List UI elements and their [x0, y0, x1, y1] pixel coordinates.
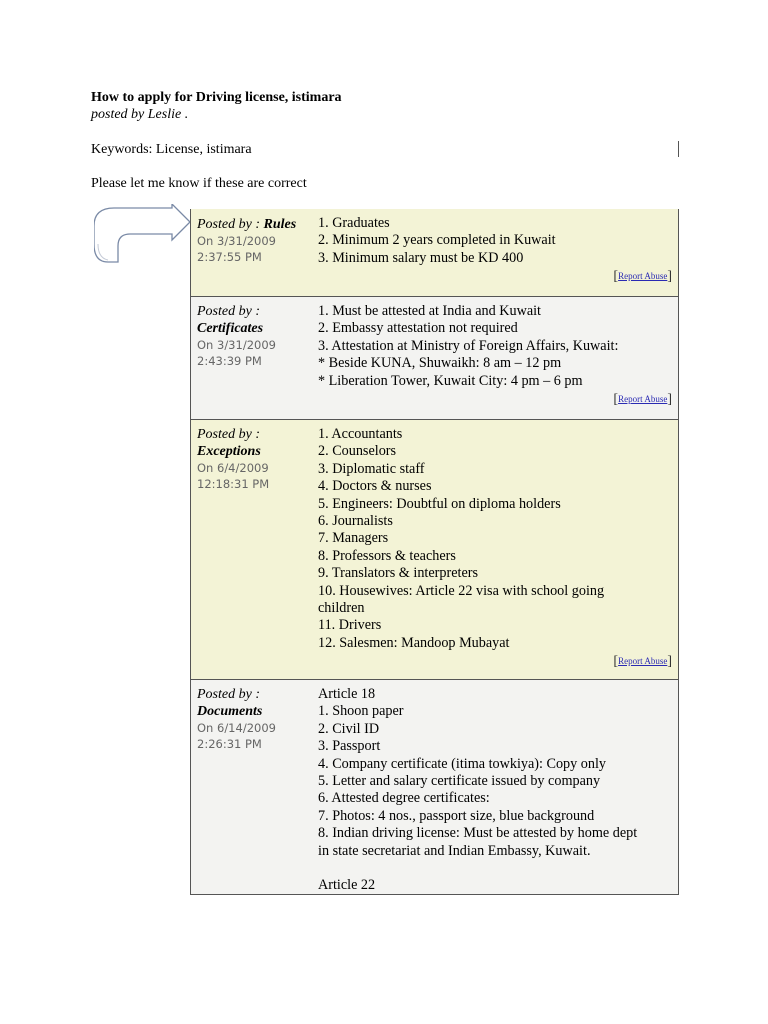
- content-line: 3. Diplomatic staff: [318, 460, 425, 477]
- content-line: Article 22: [318, 877, 376, 894]
- post-row: [191, 209, 678, 296]
- content-line: in state secretariat and Indian Embassy, Kuwait.: [318, 842, 591, 859]
- post-date: On 6/14/2009: [197, 721, 276, 735]
- post-date: On 6/4/2009: [197, 461, 269, 475]
- content-line: 4. Company certificate (itima towkiya): Copy only: [318, 755, 607, 772]
- content-line: 1. Shoon paper: [318, 703, 404, 720]
- content-line: * Beside KUNA, Shuwaikh: 8 am – 12 pm: [318, 355, 562, 372]
- post-row: [191, 296, 678, 419]
- content-line: 7. Managers: [318, 530, 389, 547]
- content-line: 5. Engineers: Doubtful on diploma holders: [318, 495, 561, 512]
- post-time: 2:37:55 PM: [197, 250, 262, 264]
- content-line: 3. Minimum salary must be KD 400: [318, 249, 524, 266]
- keywords: Keywords: License, istimara: [91, 142, 252, 157]
- content-line: 11. Drivers: [318, 617, 382, 634]
- content-line: 2. Counselors: [318, 443, 397, 460]
- report-abuse: [Report Abuse]: [613, 654, 672, 670]
- content-line: 10. Housewives: Article 22 visa with school going: [318, 582, 605, 599]
- content-line: 5. Letter and salary certificate issued by company: [318, 773, 601, 790]
- post-author: Certificates: [197, 321, 264, 336]
- content-line: 8. Professors & teachers: [318, 547, 456, 564]
- posts-table: [190, 209, 679, 895]
- posted-by-label: Posted by :: [197, 427, 260, 442]
- posted-by-label: Posted by :: [197, 304, 260, 319]
- content-line: 2. Civil ID: [318, 720, 380, 737]
- content-line: 2. Embassy attestation not required: [318, 320, 518, 337]
- page-title: How to apply for Driving license, istimara: [91, 90, 342, 105]
- posted-by-label: Posted by :: [197, 217, 264, 232]
- post-author: Rules: [263, 217, 297, 232]
- post-meta: [197, 215, 318, 292]
- content-line: 8. Indian driving license: Must be attested by home dept: [318, 825, 638, 842]
- content-line: 3. Attestation at Ministry of Foreign Affairs, Kuwait:: [318, 337, 619, 354]
- post-time: 12:18:31 PM: [197, 477, 270, 491]
- post-meta: [197, 686, 318, 890]
- content-line: children: [318, 600, 365, 617]
- post-content: [318, 686, 672, 894]
- post-meta: [197, 426, 318, 675]
- content-line: 1. Graduates: [318, 215, 390, 231]
- content-line: 9. Translators & interpreters: [318, 565, 478, 582]
- content-line: 6. Journalists: [318, 513, 393, 530]
- content-line: 7. Photos: 4 nos., passport size, blue background: [318, 807, 595, 824]
- post-date: On 3/31/2009: [197, 234, 276, 248]
- post-row: [191, 419, 678, 679]
- report-abuse-link[interactable]: Report Abuse: [618, 394, 668, 405]
- content-line: 4. Doctors & nurses: [318, 478, 432, 495]
- posted-by-label: Posted by :: [197, 687, 260, 702]
- content-line: 1. Accountants: [318, 426, 403, 442]
- post-content: [318, 303, 672, 415]
- content-line: 12. Salesmen: Mandoop Mubayat: [318, 634, 510, 651]
- byline: posted by Leslie .: [91, 107, 189, 122]
- text-cursor: [678, 141, 679, 157]
- content-line: 2. Minimum 2 years completed in Kuwait: [318, 232, 556, 249]
- report-abuse-link[interactable]: Report Abuse: [618, 271, 668, 282]
- post-time: 2:26:31 PM: [197, 737, 262, 751]
- report-abuse: [Report Abuse]: [613, 392, 672, 408]
- post-content: [318, 426, 672, 675]
- content-line: [318, 860, 672, 877]
- report-abuse: [Report Abuse]: [613, 269, 672, 285]
- content-line: Article 18: [318, 686, 376, 702]
- content-line: * Liberation Tower, Kuwait City: 4 pm – 6 pm: [318, 372, 583, 389]
- post-date: On 3/31/2009: [197, 338, 276, 352]
- post-time: 2:43:39 PM: [197, 354, 262, 368]
- post-author: Documents: [197, 704, 263, 719]
- content-line: 3. Passport: [318, 738, 381, 755]
- content-line: 1. Must be attested at India and Kuwait: [318, 303, 542, 319]
- intro-text: Please let me know if these are correct: [91, 176, 307, 191]
- post-row: [191, 679, 678, 894]
- post-meta: [197, 303, 318, 415]
- arrow-icon: [94, 204, 194, 266]
- content-line: 6. Attested degree certificates:: [318, 790, 490, 807]
- report-abuse-link[interactable]: Report Abuse: [618, 656, 668, 667]
- post-author: Exceptions: [197, 444, 261, 459]
- post-content: [318, 215, 672, 292]
